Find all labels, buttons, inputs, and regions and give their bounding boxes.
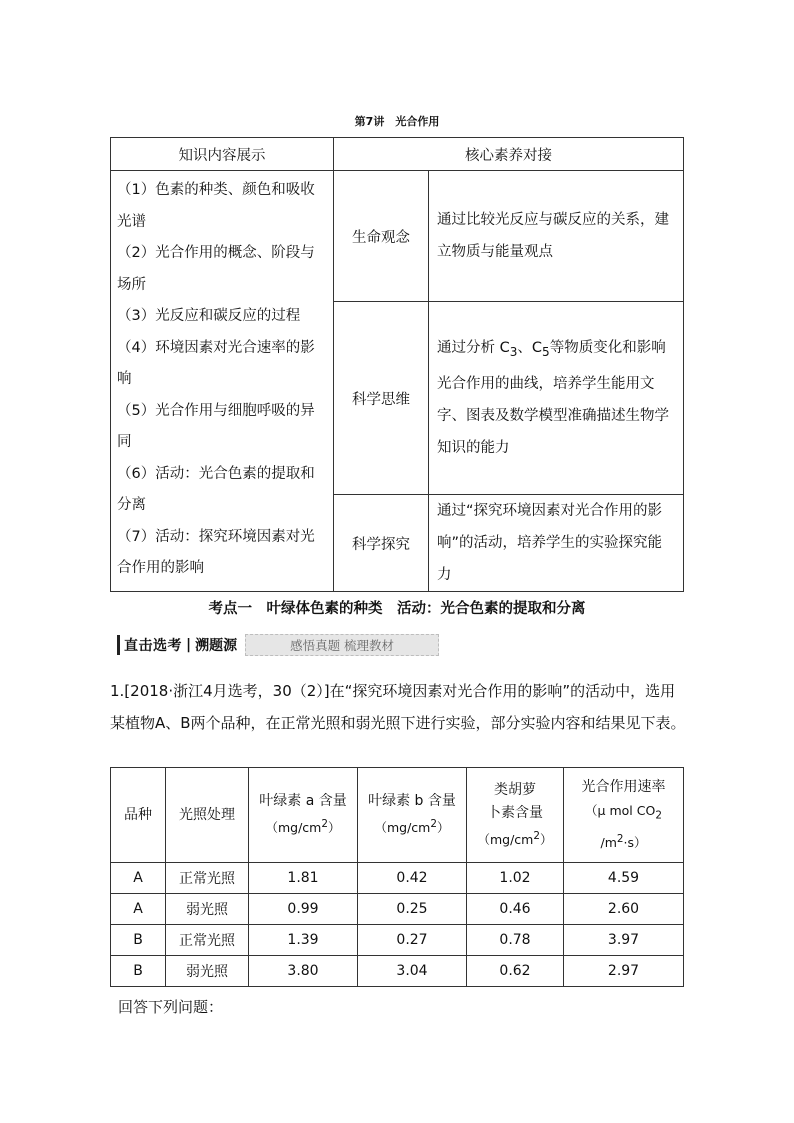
cell-light: 正常光照 [166,863,249,894]
header-chl-a-unit [249,813,357,839]
header-chl-b-label: 叶绿素 b 含量 [368,793,456,810]
table-row [111,925,684,956]
question-text: 1.[2018·浙江4月选考，30（2）]在“探究环境因素对光合作用的影响”的活动中，选用某植物A、B两个品种，在正常光照和弱光照下进行实验，部分实验内容和结果见下表。 [110,682,686,732]
unit-text: /m [600,834,617,850]
data-header-row [111,768,684,863]
desc-prefix: 通过分析 C [437,340,510,357]
header-carotenoid-unit [467,825,563,851]
unit-text: （mg/cm [374,820,431,836]
cell-light: 弱光照 [166,894,249,925]
header-carotenoid-line1: 类胡萝 [494,781,536,798]
data-table [110,767,684,987]
header-knowledge: 知识内容展示 [111,138,334,171]
table-row [111,863,684,894]
competency-category: 科学探究 [334,495,429,592]
knowledge-item: （2）光合作用的概念、阶段与场所 [117,245,315,293]
overview-table [110,137,684,592]
header-chl-b [358,768,467,863]
cell-rate: 4.59 [564,863,684,894]
unit-sup: 2 [430,818,437,831]
competency-description: 通过“探究环境因素对光合作用的影响”的活动，培养学生的实验探究能力 [429,495,684,592]
cell-carotenoid: 0.62 [467,956,564,987]
cell-rate: 3.97 [564,925,684,956]
table-row [111,956,684,987]
unit-sup: 2 [533,829,540,842]
overview-header-row [111,138,684,171]
subscript: 5 [542,344,550,359]
header-rate-unit-line2 [564,828,683,854]
header-carotenoid [467,768,564,863]
overview-row [111,171,684,302]
footer-prompt: 回答下列问题： [118,998,224,1016]
section-heading: 考点一 叶绿体色素的种类 活动：光合色素的提取和分离 [208,601,586,617]
section-banner [117,633,439,657]
cell-rate: 2.97 [564,956,684,987]
unit-sup: 2 [321,818,328,831]
header-chl-a [249,768,358,863]
knowledge-item: （4）环境因素对光合速率的影响 [117,339,315,387]
header-variety: 品种 [111,768,166,863]
cell-variety: A [111,863,166,894]
cell-chl-b: 0.42 [358,863,467,894]
cell-variety: A [111,894,166,925]
competency-category: 科学思维 [334,302,429,495]
cell-chl-b: 3.04 [358,956,467,987]
subscript: 3 [509,344,518,359]
cell-variety: B [111,956,166,987]
knowledge-item: （3）光反应和碳反应的过程 [117,308,301,324]
page-title: 第7讲 光合作用 [354,115,440,128]
unit-sub: 2 [655,809,662,822]
competency-category: 生命观念 [334,171,429,302]
unit-text: （μ mol CO [585,803,656,819]
unit-text: （mg/cm [477,832,534,848]
knowledge-item: （1）色素的种类、颜色和吸收光谱 [117,182,315,230]
desc-suffix: 等物质变化和影响光合作用的曲线，培养学生能用文字、图表及数学模型准确描述生物学知识的能力 [437,340,669,456]
cell-chl-b: 0.27 [358,925,467,956]
cell-light: 正常光照 [166,925,249,956]
cell-rate: 2.60 [564,894,684,925]
unit-end: ） [436,820,450,836]
knowledge-item: （6）活动：光合色素的提取和分离 [117,465,315,513]
unit-end: ） [327,820,341,836]
header-rate-label: 光合作用速率 [581,779,666,796]
cell-carotenoid: 0.78 [467,925,564,956]
cell-carotenoid: 1.02 [467,863,564,894]
unit-sup: 2 [616,832,624,845]
banner-subtitle: 溯题源 [195,638,238,654]
header-chl-b-unit [358,813,466,839]
cell-variety: B [111,925,166,956]
header-carotenoid-line2: 卜素含量 [487,804,543,821]
unit-text: （mg/cm [265,820,322,836]
cell-chl-a: 1.39 [249,925,358,956]
cell-chl-a: 3.80 [249,956,358,987]
unit-end: ） [539,832,553,848]
knowledge-item: （5）光合作用与细胞呼吸的异同 [117,402,315,450]
banner-title: 直击选考 [117,635,182,655]
competency-description [429,302,684,495]
cell-chl-b: 0.25 [358,894,467,925]
cell-chl-a: 0.99 [249,894,358,925]
table-row [111,894,684,925]
cell-chl-a: 1.81 [249,863,358,894]
header-competency: 核心素养对接 [334,138,684,171]
header-chl-a-label: 叶绿素 a 含量 [259,793,347,810]
knowledge-list [111,171,334,592]
knowledge-item: （7）活动：探究环境因素对光合作用的影响 [117,528,315,576]
banner-separator: | [186,637,192,653]
banner-tag: 感悟真题 梳理教材 [245,634,439,656]
unit-end: ·s） [623,834,647,850]
cell-carotenoid: 0.46 [467,894,564,925]
competency-description: 通过比较光反应与碳反应的关系，建立物质与能量观点 [429,171,684,302]
desc-separator: 、C [517,340,543,357]
header-rate-unit-line1 [564,799,683,828]
header-rate [564,768,684,863]
header-light: 光照处理 [166,768,249,863]
cell-light: 弱光照 [166,956,249,987]
